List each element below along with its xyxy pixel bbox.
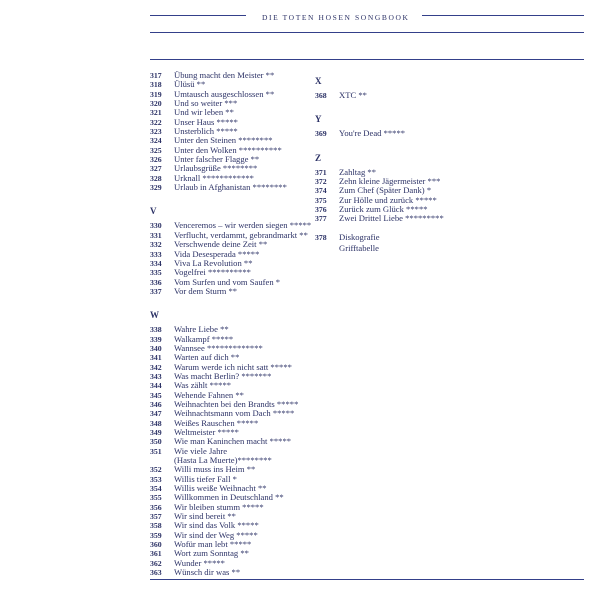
toc-entry-number: 339 — [150, 334, 162, 344]
toc-entry-number: 324 — [150, 136, 162, 146]
toc-entry-number: 321 — [150, 108, 162, 118]
toc-entry-title: Vor dem Sturm ** — [174, 285, 238, 296]
toc-entry-number: 378 — [315, 232, 327, 242]
header-underline — [150, 32, 584, 33]
toc-entry-title: Zum Chef (Später Dank) * — [339, 185, 432, 196]
toc-entry-title: Unter falscher Flagge ** — [174, 154, 260, 165]
toc-entry-number: 330 — [150, 221, 162, 231]
top-rule-right — [422, 15, 584, 16]
toc-entry-title: Wort zum Sonntag ** — [174, 548, 249, 559]
toc-entry-number: 359 — [150, 530, 162, 540]
toc-entry-title: XTC ** — [339, 90, 367, 100]
x-section-list — [315, 91, 485, 100]
toc-entry-number: 331 — [150, 230, 162, 240]
section-heading-x: X — [315, 76, 322, 86]
toc-entry-number: 356 — [150, 502, 162, 512]
toc-entry-title: Wir sind der Weg ***** — [174, 529, 258, 540]
section-heading-z: Z — [315, 152, 322, 163]
w-section-list — [150, 325, 330, 577]
bottom-rule — [150, 579, 584, 580]
toc-entry-number: 374 — [315, 186, 327, 196]
toc-entry-title: Unser Haus ***** — [174, 116, 238, 127]
toc-entry-title: Und so weiter *** — [174, 98, 238, 109]
toc-entry-title: Wannsee ************* — [174, 342, 263, 353]
toc-entry-number: 345 — [150, 390, 162, 400]
toc-entry-title: Vida Desesperada ***** — [174, 248, 260, 259]
toc-entry-title: Viva La Revolution ** — [174, 257, 253, 268]
toc-entry-number: 362 — [150, 558, 162, 568]
toc-entry-title: Verflucht, verdammt, gebrandmarkt ** — [174, 229, 308, 240]
toc-entry-title: Wunder ***** — [174, 557, 225, 568]
toc-entry-number: 377 — [315, 214, 327, 224]
toc-entry-title: Was zählt ***** — [174, 380, 232, 391]
toc-entry-number: 342 — [150, 362, 162, 372]
toc-entry — [315, 91, 485, 100]
toc-entry-title: Weihnachten bei den Brandts ***** — [174, 398, 299, 409]
toc-entry-number: 375 — [315, 195, 327, 205]
toc-entry-title: Warten auf dich ** — [174, 352, 240, 363]
toc-entry-number: 358 — [150, 521, 162, 531]
toc-entry-number: 349 — [150, 428, 162, 437]
toc-entry — [150, 568, 330, 577]
extra-section-list — [315, 233, 485, 242]
toc-entry-number: 344 — [150, 381, 162, 391]
toc-entry-title: Weihnachtsmann vom Dach ***** — [174, 408, 295, 419]
toc-entry-number: 317 — [150, 71, 162, 80]
toc-entry-number: 319 — [150, 89, 162, 99]
toc-entry — [150, 183, 330, 192]
y-section-list — [315, 129, 485, 138]
toc-entry-continuation: (Hasta La Muerte)******** — [174, 455, 272, 466]
v-section-list — [150, 221, 330, 296]
z-section-list — [315, 168, 485, 224]
toc-entry-title: Wofür man lebt ***** — [174, 539, 252, 550]
toc-entry-number: 368 — [315, 91, 327, 100]
toc-entry-title: Ülüsü ** — [174, 79, 206, 90]
toc-entry-number: 329 — [150, 183, 162, 193]
toc-entry-number: 341 — [150, 353, 162, 363]
toc-entry-title: Wir sind bereit ** — [174, 511, 236, 522]
toc-entry-number: 355 — [150, 493, 162, 503]
toc-entry-title: Zehn kleine Jägermeister *** — [339, 176, 441, 187]
section-heading-v: V — [150, 206, 157, 217]
toc-entry — [315, 129, 485, 138]
toc-entry-number: 350 — [150, 437, 162, 447]
left-column — [150, 71, 330, 578]
toc-entry-title: Venceremos – wir werden siegen ***** — [174, 220, 312, 231]
toc-entry-title: Weißes Rauschen ***** — [174, 417, 259, 428]
toc-entry-title: Unter den Wolken ********** — [174, 144, 282, 155]
toc-entry-title: Urlaubsgrüße ******** — [174, 163, 258, 174]
toc-entry-number: 357 — [150, 512, 162, 522]
toc-entry-title: Wir sind das Volk ***** — [174, 520, 259, 531]
toc-entry-title: Willis tiefer Fall * — [174, 473, 237, 484]
toc-entry-number: 334 — [150, 258, 162, 268]
toc-entry-title: Willkommen in Deutschland ** — [174, 492, 284, 503]
toc-entry-number: 338 — [150, 325, 162, 335]
toc-entry-number: 325 — [150, 145, 162, 155]
toc-entry-number: 363 — [150, 568, 162, 578]
toc-entry-title: Willis weiße Weihnacht ** — [174, 483, 267, 494]
toc-entry-number: 333 — [150, 249, 162, 259]
toc-entry-number: 332 — [150, 240, 162, 250]
toc-entry-title: You're Dead ***** — [339, 128, 406, 139]
toc-entry-title: Zur Hölle und zurück ***** — [339, 194, 437, 205]
toc-entry-number: 336 — [150, 277, 162, 287]
toc-entry-title: Willi muss ins Heim ** — [174, 464, 256, 475]
toc-entry-title: Zwei Drittel Liebe ********* — [339, 213, 444, 224]
toc-entry-number: 318 — [150, 80, 162, 90]
top-rule — [150, 15, 246, 16]
toc-entry-title: Vom Surfen und vom Saufen * — [174, 276, 281, 287]
toc-entry-title: Zurück zum Glück ***** — [339, 204, 428, 215]
toc-entry-number: 328 — [150, 173, 162, 183]
toc-entry-number: 347 — [150, 409, 162, 419]
toc-entry-title: Wir bleiben stumm ***** — [174, 501, 264, 512]
toc-entry-number: 323 — [150, 127, 162, 137]
right-column — [315, 71, 485, 254]
toc-entry — [150, 287, 330, 296]
toc-entry-number: 327 — [150, 164, 162, 174]
toc-entry-number: 343 — [150, 371, 162, 381]
toc-entry-title: Umtausch ausgeschlossen ** — [174, 88, 275, 99]
toc-entry-title: Übung macht den Meister ** — [174, 70, 275, 80]
toc-entry-number: 353 — [150, 474, 162, 484]
toc-entry-title: Wie man Kaninchen macht ***** — [174, 436, 292, 447]
toc-entry-number: 335 — [150, 268, 162, 278]
toc-entry-number: 337 — [150, 286, 162, 296]
toc-entry-title: Wahre Liebe ** — [174, 324, 229, 335]
toc-entry-title: Wehende Fahnen ** — [174, 389, 244, 400]
toc-entry-title: Zahltag ** — [339, 166, 376, 177]
toc-entry-title: Weltmeister ***** — [174, 427, 239, 437]
toc-entry-number: 346 — [150, 399, 162, 409]
section-heading-w: W — [150, 310, 159, 321]
toc-entry-number: 320 — [150, 99, 162, 109]
toc-entry-number: 351 — [150, 446, 162, 456]
toc-entry-title: Unsterblich ***** — [174, 126, 238, 137]
sub-rule — [150, 59, 584, 60]
toc-entry-number: 372 — [315, 177, 327, 187]
toc-entry-number: 361 — [150, 549, 162, 559]
u-section-list — [150, 71, 330, 192]
toc-entry-title: Wünsch dir was ** — [174, 567, 241, 578]
toc-entry-title: Was macht Berlin? ******* — [174, 370, 272, 381]
toc-entry-title: Warum werde ich nicht satt ***** — [174, 361, 292, 372]
toc-entry-title: Wie viele Jahre — [174, 445, 228, 456]
page-header: DIE TOTEN HOSEN SONGBOOK — [262, 13, 410, 22]
toc-entry — [315, 214, 485, 223]
toc-entry-number: 348 — [150, 418, 162, 428]
toc-entry-number: 360 — [150, 540, 162, 550]
toc-entry-title: Urlaub in Afghanistan ******** — [174, 182, 287, 193]
section-heading-y: Y — [315, 114, 322, 125]
toc-entry-title: Vogelfrei ********** — [174, 267, 251, 278]
grifftabelle-entry: Grifftabelle — [339, 243, 379, 254]
toc-entry-number: 369 — [315, 129, 327, 139]
toc-entry-title: Und wir leben ** — [174, 107, 234, 118]
toc-entry-number: 354 — [150, 484, 162, 494]
toc-entry-title: Diskografie — [339, 231, 380, 242]
toc-entry-number: 376 — [315, 205, 327, 215]
toc-entry-number: 326 — [150, 155, 162, 165]
toc-entry-title: Urknall ************ — [174, 172, 254, 183]
toc-entry-number: 352 — [150, 465, 162, 475]
toc-entry-number: 340 — [150, 343, 162, 353]
toc-entry — [315, 233, 485, 242]
toc-entry-title: Unter den Steinen ******** — [174, 135, 273, 146]
toc-entry-number: 322 — [150, 117, 162, 127]
toc-entry-number: 371 — [315, 167, 327, 177]
toc-entry-title: Walkampf ***** — [174, 333, 234, 344]
toc-entry-title: Verschwende deine Zeit ** — [174, 239, 268, 250]
